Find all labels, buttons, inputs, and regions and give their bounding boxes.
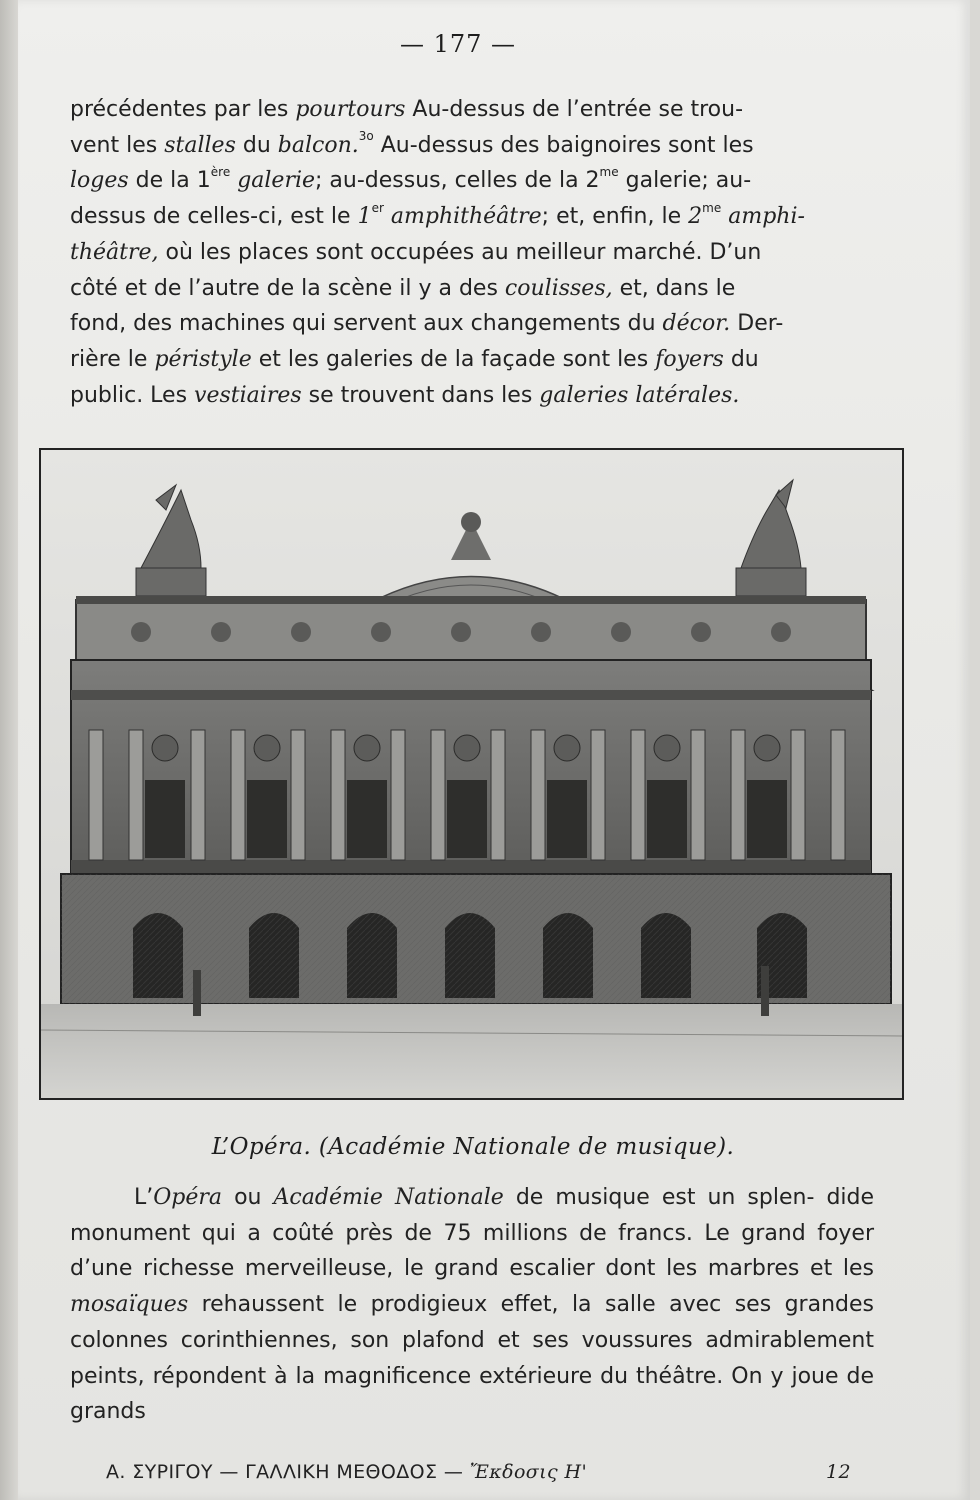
lower-paragraph [70, 1180, 874, 1430]
footer-publisher: Α. ΣΥΡΙΓΟΥ — ΓΑΛΛΙΚΗ ΜΕΘΟΔΟΣ — Ἔκδοσις Η' [106, 1461, 588, 1483]
text-line: public. Les vestiaires se trouvent dans les galeries latérales. [70, 382, 740, 408]
text-line: rière le péristyle et les galeries de la façade sont les foyers du [70, 346, 759, 372]
book-gutter [0, 0, 18, 1500]
paragraph-body: L’Opéra ou Académie Nationale de musique est un splen- dide monument qui a coûté près de 75 millions de francs. Le grand foyer d’une richesse merveilleuse, le grand escalier dont les marbres et les mosaïques rehaussent le prodigieux effet, la salle avec ses grandes colonnes corinthiennes, son plafond et ses voussures admirablement peints, répondent à la magnificence extérieure du théâtre. On y joue de grands [70, 1185, 875, 1425]
text-line: fond, des machines qui servent aux changements du décor. Der- [70, 311, 784, 337]
page-footer [106, 1461, 851, 1483]
opera-facade-illustration [41, 450, 902, 1098]
upper-paragraph [70, 92, 874, 413]
text-line: côté et de l’autre de la scène il y a des coulisses, et, dans le [70, 275, 736, 301]
text-line: dessus de celles-ci, est le 1er amphithéâtre; et, enfin, le $2^{me}$ amphi- [70, 200, 805, 230]
text-line: théâtre, où les places sont occupées au meilleur marché. D’un [70, 239, 762, 265]
opera-photograph [39, 448, 904, 1100]
photo-caption: L’Opéra. (Académie Nationale de musique). [211, 1134, 735, 1160]
text-line: précédentes par les pourtours Au-dessus de l’entrée se trou- [70, 97, 744, 122]
book-page [18, 0, 970, 1500]
footer-signature: 12 [826, 1461, 851, 1483]
text-line: vent les stalles du balcon.$^{3o}$ Au-dessus des baignoires sont les [70, 129, 754, 158]
page-number: — 177 — [399, 30, 517, 58]
text-line: loges de la 1ère galerie; au-dessus, celles de la $2^{me}$ galerie; au- [70, 165, 752, 194]
